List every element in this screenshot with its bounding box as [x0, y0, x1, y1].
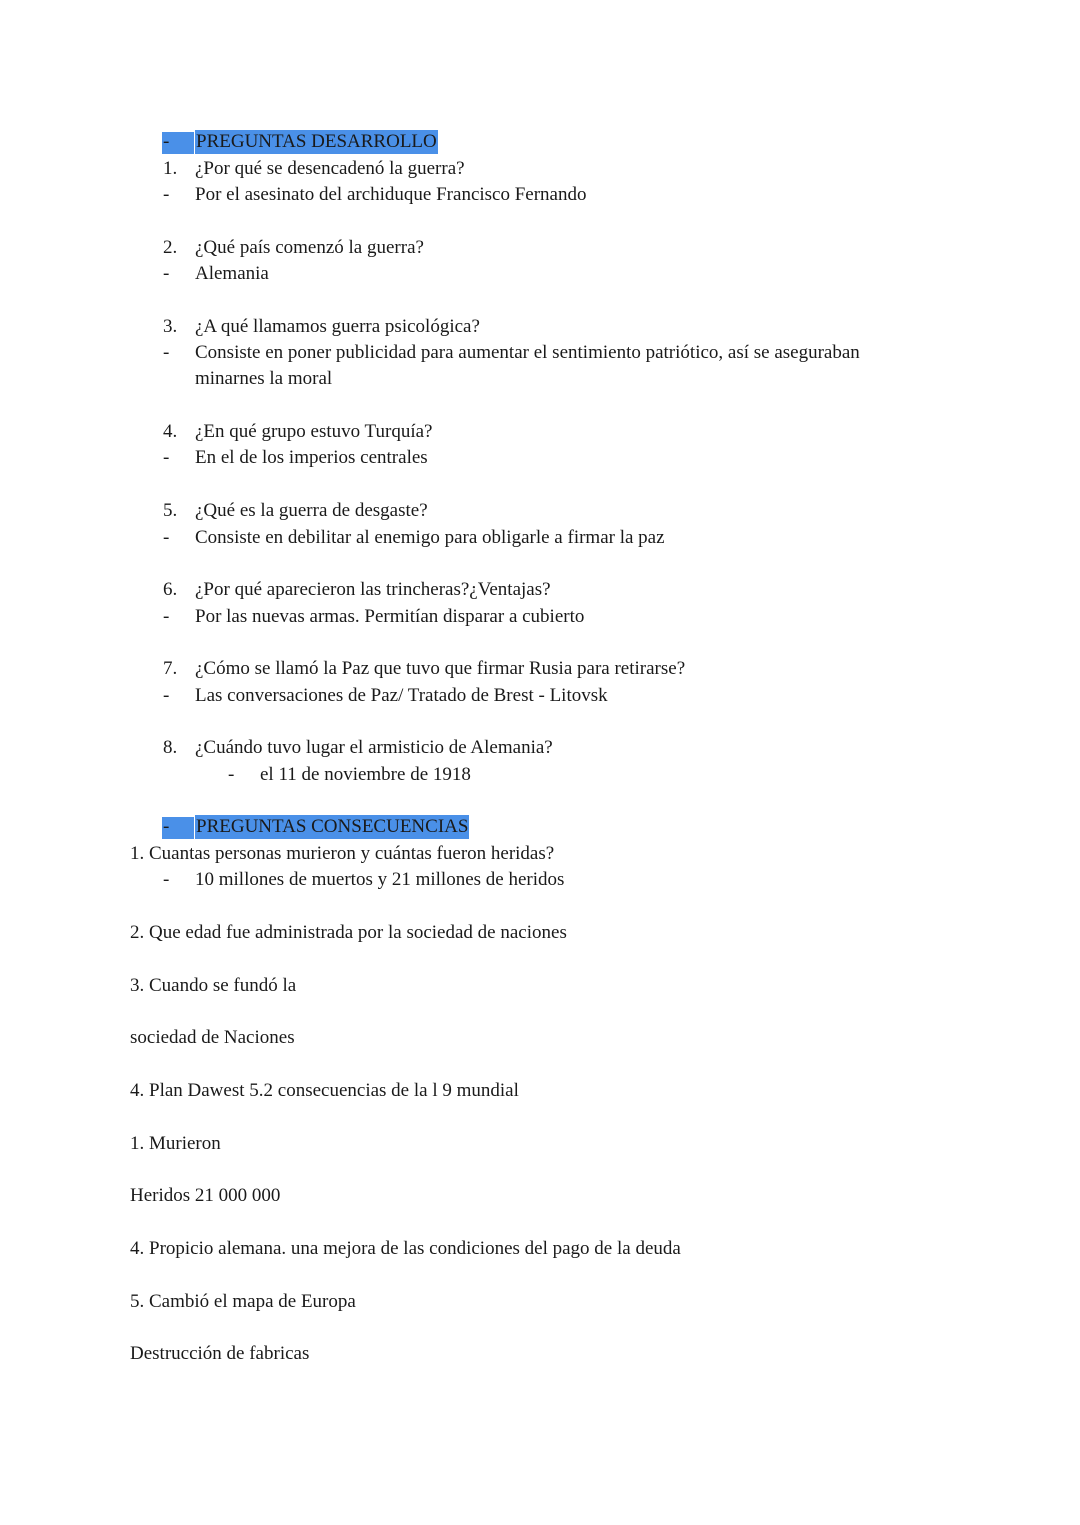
answer-text: En el de los imperios centrales — [195, 447, 428, 468]
section-title-desarrollo: PREGUNTAS DESARROLLO — [196, 131, 437, 152]
question-number: 6. — [163, 579, 178, 600]
note-line: 4. Plan Dawest 5.2 consecuencias de la l 9 mundial — [130, 1080, 519, 1101]
bullet-dash: - — [163, 342, 170, 363]
question-text: 1. Cuantas personas murieron y cuántas fueron heridas? — [130, 843, 555, 864]
answer-text: Por las nuevas armas. Permitían disparar a cubierto — [195, 606, 585, 627]
bullet-dash: - — [163, 131, 170, 152]
answer-text-continued: minarnes la moral — [195, 368, 333, 389]
bullet-dash: - — [163, 869, 170, 890]
note-line: 3. Cuando se fundó la — [130, 975, 297, 996]
bullet-dash: - — [163, 527, 170, 548]
answer-text: Consiste en debilitar al enemigo para obligarle a firmar la paz — [195, 527, 665, 548]
answer-text: Alemania — [195, 263, 269, 284]
note-line: Destrucción de fabricas — [130, 1343, 310, 1364]
question-number: 5. — [163, 500, 178, 521]
note-line: 5. Cambió el mapa de Europa — [130, 1291, 356, 1312]
question-number: 7. — [163, 658, 178, 679]
note-line: 1. Murieron — [130, 1133, 221, 1154]
question-text: ¿Por qué se desencadenó la guerra? — [195, 158, 465, 179]
bullet-dash: - — [163, 263, 170, 284]
question-number: 2. — [163, 237, 178, 258]
bullet-dash: - — [163, 816, 170, 837]
answer-text: Las conversaciones de Paz/ Tratado de Brest - Litovsk — [195, 685, 608, 706]
question-text: ¿En qué grupo estuvo Turquía? — [195, 421, 433, 442]
question-number: 1. — [163, 158, 178, 179]
bullet-dash: - — [163, 606, 170, 627]
note-line: 4. Propicio alemana. una mejora de las condiciones del pago de la deuda — [130, 1238, 681, 1259]
section-title-consecuencias: PREGUNTAS CONSECUENCIAS — [196, 816, 469, 837]
note-line: Heridos 21 000 000 — [130, 1185, 281, 1206]
answer-text: Consiste en poner publicidad para aumentar el sentimiento patriótico, así se aseguraban — [195, 342, 860, 363]
answer-text: Por el asesinato del archiduque Francisco Fernando — [195, 184, 587, 205]
bullet-dash: - — [228, 764, 235, 785]
question-text: ¿A qué llamamos guerra psicológica? — [195, 316, 480, 337]
question-text: ¿Qué es la guerra de desgaste? — [195, 500, 428, 521]
question-text: ¿Cuándo tuvo lugar el armisticio de Alemania? — [195, 737, 553, 758]
bullet-dash: - — [163, 447, 170, 468]
question-text: ¿Cómo se llamó la Paz que tuvo que firmar Rusia para retirarse? — [195, 658, 686, 679]
question-number: 8. — [163, 737, 178, 758]
question-number: 3. — [163, 316, 178, 337]
bullet-dash: - — [163, 184, 170, 205]
answer-text: 10 millones de muertos y 21 millones de heridos — [195, 869, 565, 890]
question-text: ¿Qué país comenzó la guerra? — [195, 237, 424, 258]
note-line: sociedad de Naciones — [130, 1027, 295, 1048]
bullet-dash: - — [163, 685, 170, 706]
question-number: 4. — [163, 421, 178, 442]
answer-text: el 11 de noviembre de 1918 — [260, 764, 471, 785]
question-text: ¿Por qué aparecieron las trincheras?¿Ventajas? — [195, 579, 551, 600]
note-line: 2. Que edad fue administrada por la sociedad de naciones — [130, 922, 567, 943]
